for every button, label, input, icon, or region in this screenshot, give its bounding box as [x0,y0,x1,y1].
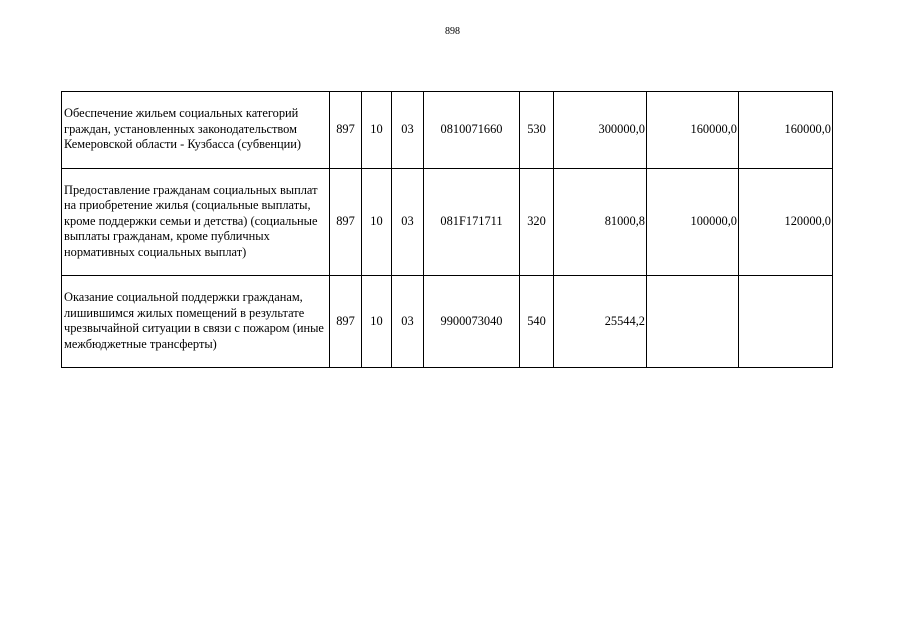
ministry-code-cell: 897 [330,92,362,169]
row-name-cell: Предоставление гражданам социальных выплат на приобретение жилья (социальные выплаты, кроме поддержки семьи и детства) (социальные выплаты гражданам, кроме публичных нормативных социальных выплат) [62,169,330,276]
table-row [62,169,833,276]
subsection-code-cell: 03 [392,276,424,368]
amount-2-cell [647,276,739,368]
page-number: 898 [445,26,460,37]
subsection-code-cell: 03 [392,92,424,169]
amount-3-cell: 160000,0 [739,92,833,169]
amount-3-cell [739,276,833,368]
section-code-cell: 10 [362,169,392,276]
subsection-code-cell: 03 [392,169,424,276]
target-article-cell: 0810071660 [424,92,520,169]
budget-table [61,91,833,368]
amount-1-cell: 81000,8 [554,169,647,276]
amount-2-cell: 160000,0 [647,92,739,169]
target-article-cell: 9900073040 [424,276,520,368]
section-code-cell: 10 [362,92,392,169]
section-code-cell: 10 [362,276,392,368]
table-row [62,92,833,169]
ministry-code-cell: 897 [330,276,362,368]
amount-1-cell: 25544,2 [554,276,647,368]
amount-1-cell: 300000,0 [554,92,647,169]
amount-3-cell: 120000,0 [739,169,833,276]
row-name-cell: Оказание социальной поддержки гражданам, лишившимся жилых помещений в результате чрезвычайной ситуации в связи с пожаром (иные межбюджетные трансферты) [62,276,330,368]
amount-2-cell: 100000,0 [647,169,739,276]
expense-type-cell: 540 [520,276,554,368]
expense-type-cell: 530 [520,92,554,169]
expense-type-cell: 320 [520,169,554,276]
target-article-cell: 081F171711 [424,169,520,276]
ministry-code-cell: 897 [330,169,362,276]
row-name-cell: Обеспечение жильем социальных категорий граждан, установленных законодательством Кемеровской области - Кузбасса (субвенции) [62,92,330,169]
table-row [62,276,833,368]
